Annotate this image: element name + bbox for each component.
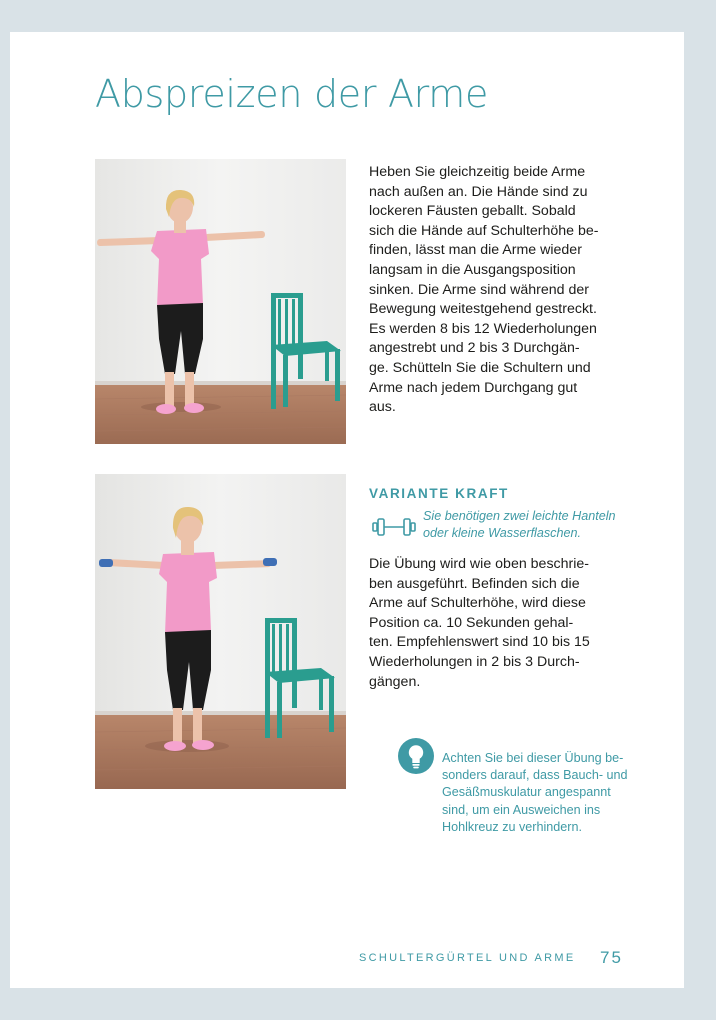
woman-dumbbells-illustration (95, 474, 346, 789)
lightbulb-icon (398, 738, 434, 774)
page-title: Abspreizen der Arme (95, 72, 489, 116)
equipment-note (369, 508, 659, 544)
page-number: 75 (600, 948, 623, 967)
variant-heading: VARIANTE KRAFT (369, 486, 509, 501)
exercise-instructions: Heben Sie gleichzeitig beide Arme nach außen an. Die Hände sind zu lockeren Fäusten geballt. Sobald sich die Hände auf Schulterhöhe be- finden, lässt man die Arme wieder langsam in die Ausgangsposition sinken. Die Arme sind während der Bewegung weitestgehend gestreckt. Es werden 8 bis 12 Wiederholungen angestrebt und 2 bis 3 Durchgän- ge. Schütteln Sie die Schultern und Arme nach jedem Durchgang gut aus. (369, 164, 599, 416)
exercise-photo-variant (95, 474, 346, 789)
book-page (10, 32, 684, 988)
equipment-note-text: Sie benötigen zwei leichte Hanteln oder kleine Wasserflaschen. (423, 509, 616, 540)
footer-section: SCHULTERGÜRTEL UND ARME (359, 952, 576, 964)
variant-instructions: Die Übung wird wie oben beschrie- ben ausgeführt. Befinden sich die Arme auf Schulterhöhe, wird diese Position ca. 10 Sekunden gehal- ten. Empfehlenswert sind 10 bis 15 Wiederholungen in 2 bis 3 Durch- gängen. (369, 556, 590, 690)
dumbbell-icon (372, 516, 416, 538)
woman-arms-raised-illustration (95, 159, 346, 444)
tip-text: Achten Sie bei dieser Übung be- sonders darauf, dass Bauch- und Gesäßmuskulatur angespannt sind, um ein Ausweichen ins Hohlkreuz zu verhindern. (442, 751, 628, 834)
exercise-photo-basic (95, 159, 346, 444)
